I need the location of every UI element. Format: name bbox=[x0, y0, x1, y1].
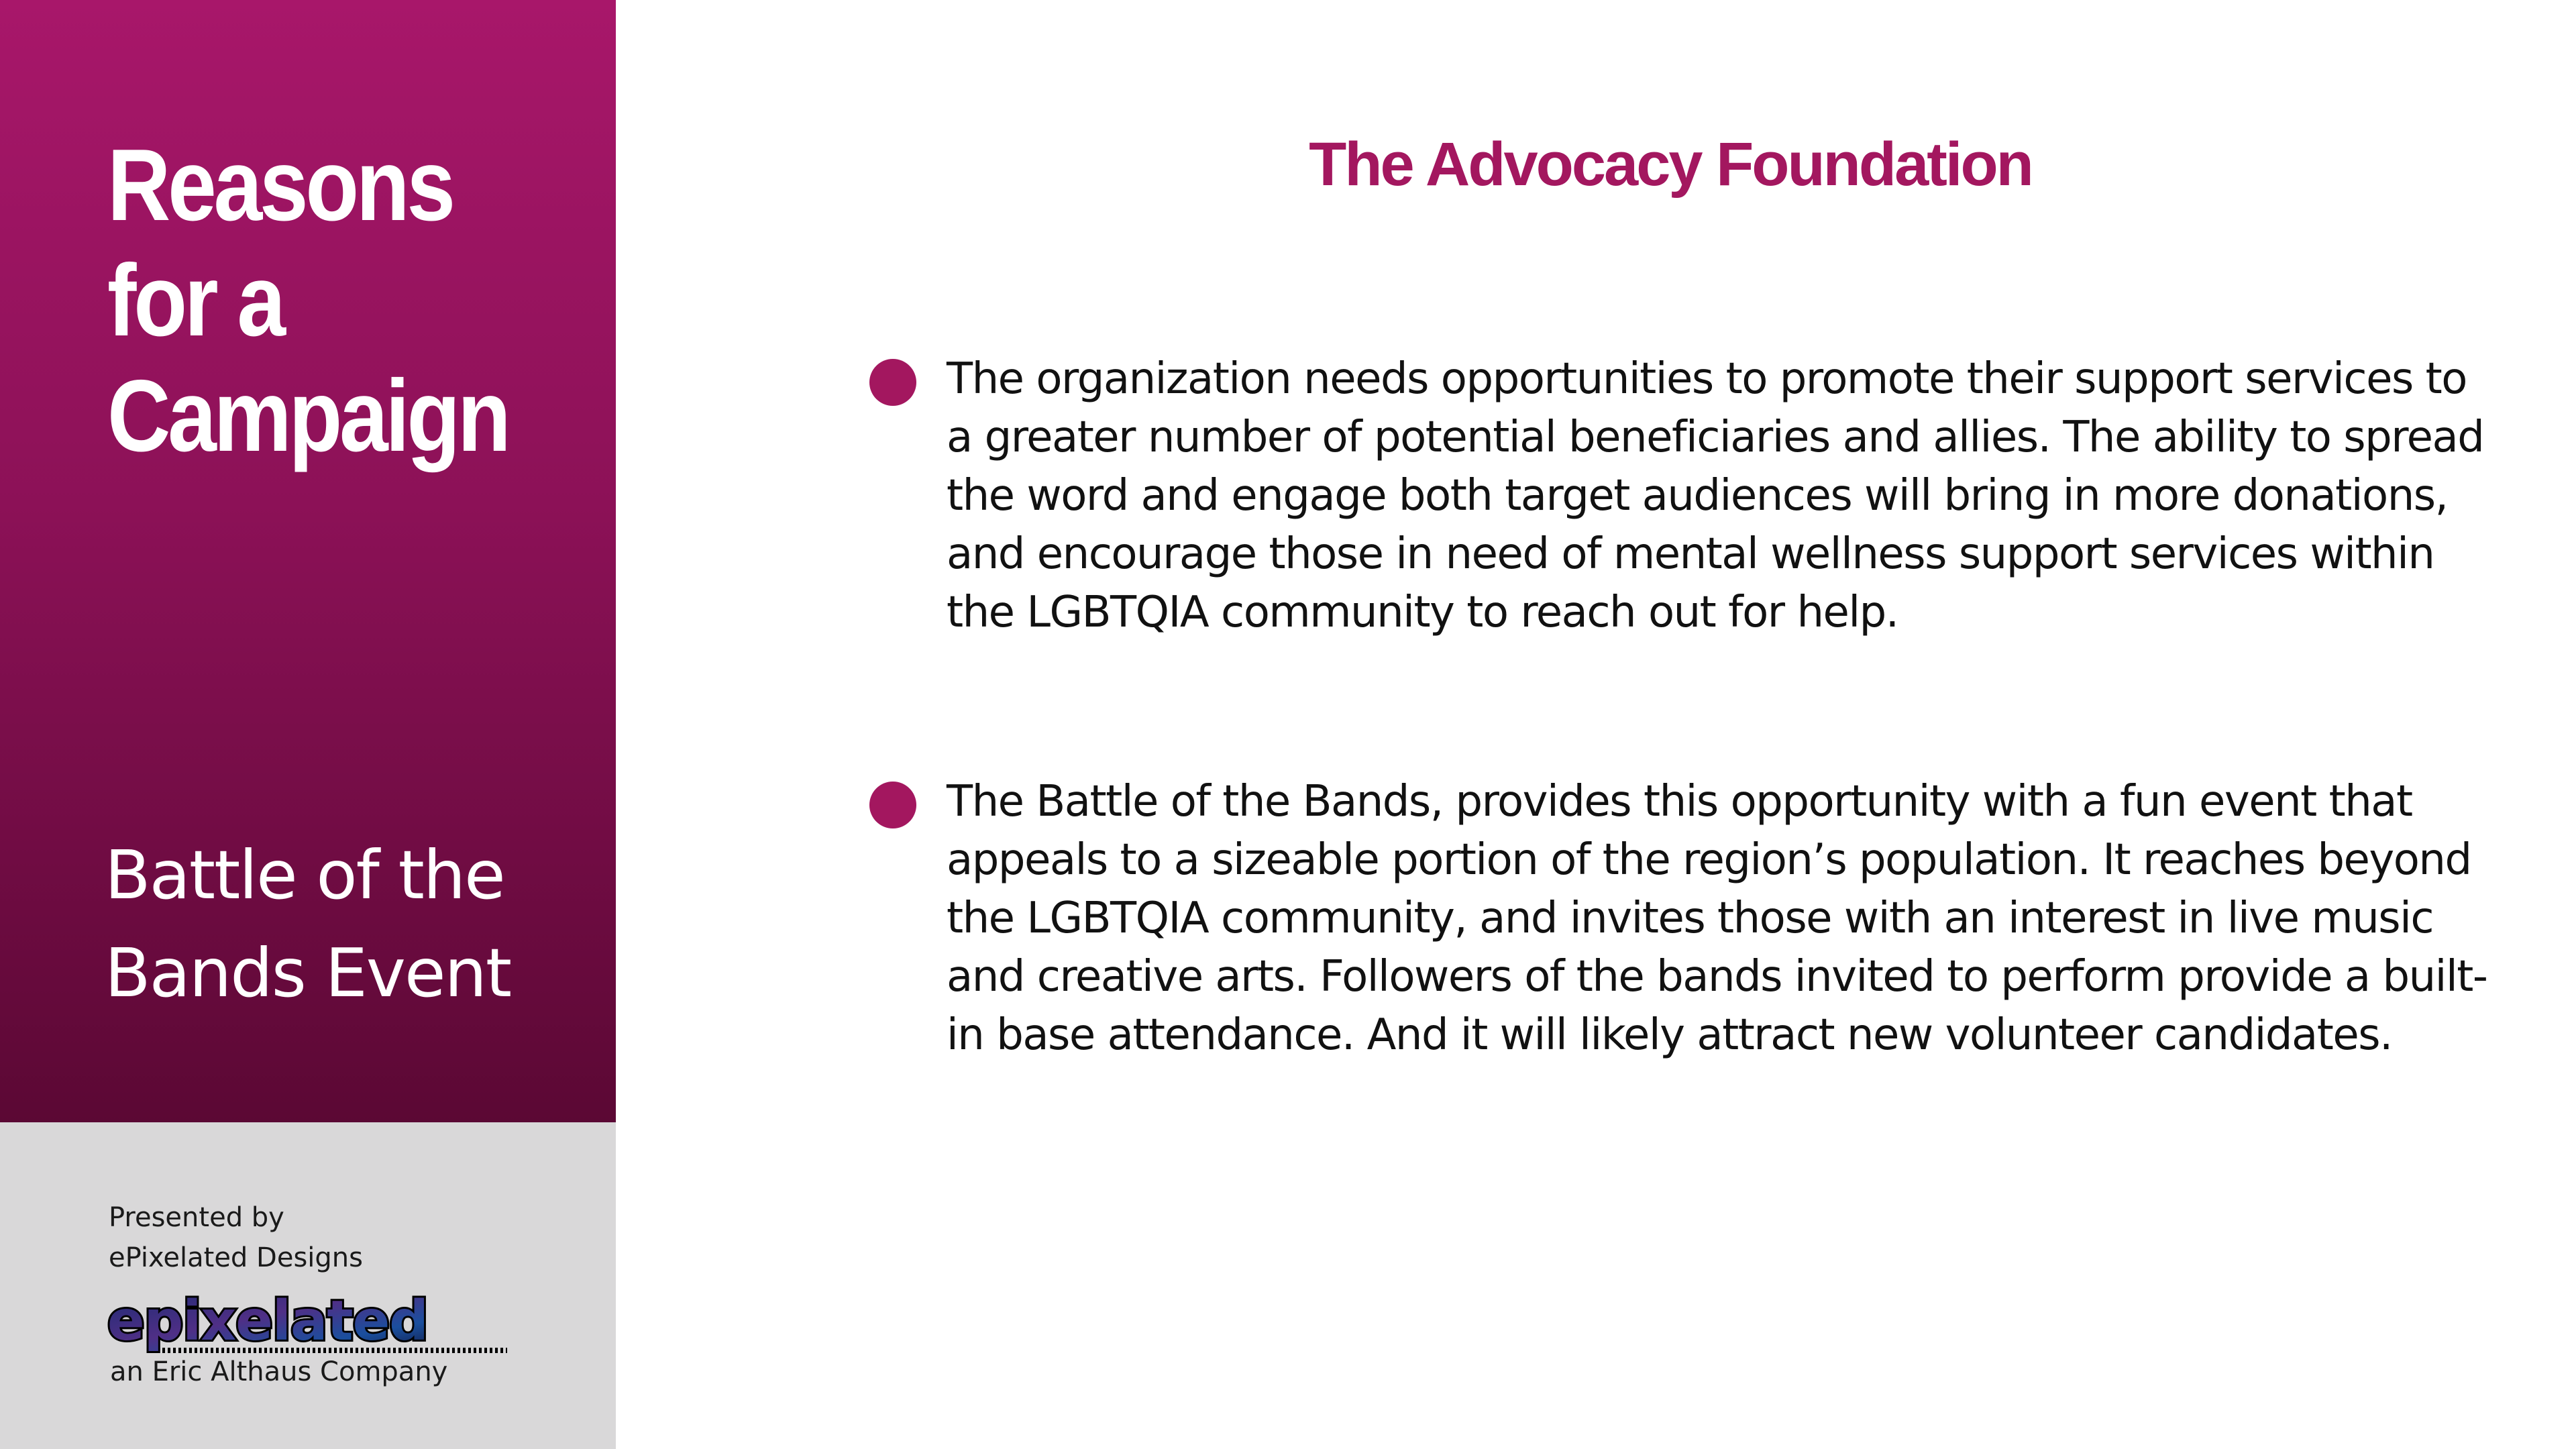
epixelated-logo bbox=[105, 1293, 507, 1357]
sidebar-title-line: Reasons bbox=[107, 128, 453, 242]
bullet-text-line: the LGBTQIA community, and invites those with an interest in live music bbox=[947, 894, 2434, 943]
sidebar-title bbox=[107, 127, 523, 474]
bullet-item bbox=[869, 773, 2487, 1065]
sidebar-subtitle-line: Bands Event bbox=[105, 934, 511, 1012]
page-title: The Advocacy Foundation bbox=[1309, 130, 2032, 199]
sidebar-title-line: Campaign bbox=[107, 359, 508, 473]
bullet-text-line: appeals to a sizeable portion of the region’s population. It reaches beyond bbox=[947, 835, 2471, 885]
sidebar-subtitle-line: Battle of the bbox=[105, 836, 504, 914]
bullet-text-line: in base attendance. And it will likely attract new volunteer candidates. bbox=[947, 1010, 2392, 1060]
bullet-text-line: and creative arts. Followers of the bands invited to perform provide a built- bbox=[947, 952, 2487, 1002]
bullet-text-line: the LGBTQIA community to reach out for help. bbox=[947, 588, 1898, 637]
sidebar bbox=[0, 0, 616, 1449]
presented-by bbox=[109, 1197, 578, 1278]
sidebar-title-line: for a bbox=[107, 244, 283, 358]
bullet-text-line: The organization needs opportunities to promote their support services to bbox=[947, 354, 2467, 404]
sidebar-subtitle bbox=[105, 826, 601, 1022]
bullet-dot-icon bbox=[869, 359, 916, 406]
presenter-panel bbox=[0, 1122, 616, 1449]
presented-by-line: Presented by bbox=[109, 1202, 284, 1233]
bullet-item bbox=[869, 350, 2484, 642]
sidebar-title-panel bbox=[0, 0, 616, 1122]
company-tagline: an Eric Althaus Company bbox=[110, 1356, 448, 1387]
bullet-list bbox=[869, 350, 2487, 1065]
logo-wordmark: epixelated bbox=[107, 1293, 428, 1353]
presented-by-line: ePixelated Designs bbox=[109, 1242, 363, 1273]
bullet-text-line: and encourage those in need of mental wellness support services within bbox=[947, 529, 2434, 579]
bullet-text-line: the word and engage both target audiences will bring in more donations, bbox=[947, 471, 2448, 521]
bullet-text-line: a greater number of potential beneficiaries and allies. The ability to spread bbox=[947, 413, 2484, 462]
bullet-dot-icon bbox=[869, 782, 916, 828]
bullet-text-line: The Battle of the Bands, provides this opportunity with a fun event that bbox=[947, 777, 2412, 826]
